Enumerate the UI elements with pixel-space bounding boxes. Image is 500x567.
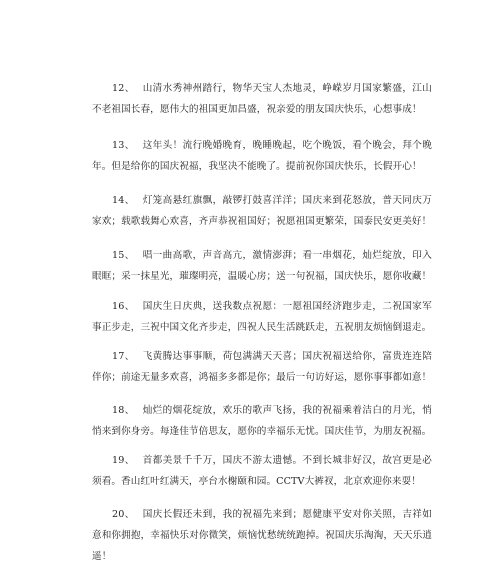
paragraph-13	[92, 135, 432, 177]
paragraph-18	[92, 400, 432, 442]
paragraph-16	[92, 296, 432, 338]
paragraph-number: 15、	[112, 250, 135, 261]
paragraph-number: 16、	[112, 301, 135, 312]
paragraph-text: 国庆生日庆典，送我数点祝愿：一愿祖国经济跑步走，二祝国家军事正步走，三祝中国文化齐步走，四祝人民生活跳跃走，五祝朋友烦恼倒退走。	[92, 301, 432, 333]
paragraph-text: 首都美景千千万，国庆不游太遗憾。不到长城非好汉，故宫更是必须看。香山红叶红满天，亭台水榭颐和园。CCTV大裤衩，北京欢迎你来耍！	[92, 455, 432, 487]
paragraph-text: 飞黄腾达事事顺，荷包满满天天喜；国庆祝福送给你，富贵连连陪伴你；前途无量多欢喜，鸿福多多都是你；最后一句访好运，愿你事事都如意！	[92, 351, 432, 383]
paragraph-text: 唱一曲高歌，声音高亢，激情澎湃；看一串烟花，灿烂绽放，印入眼眶；采一抹星光，璀璨明亮，温暖心房；送一句祝福，国庆快乐，愿你收藏！	[92, 250, 432, 282]
paragraph-text: 山清水秀神州踏行，物华天宝人杰地灵，峥嵘岁月国家繁盛，江山不老祖国长春，愿伟大的祖国更加昌盛，祝亲爱的朋友国庆快乐，心想事成！	[92, 83, 432, 115]
paragraph-number: 20、	[112, 509, 135, 520]
paragraph-text: 灿烂的烟花绽放，欢乐的歌声飞扬，我的祝福乘着洁白的月光，悄悄来到你身旁。每逢佳节倍思友，愿你的幸福乐无忧。国庆佳节，为朋友祝福。	[92, 405, 432, 437]
paragraph-number: 12、	[112, 83, 135, 94]
paragraph-number: 18、	[112, 405, 135, 416]
paragraph-text: 这年头！流行晚婚晚育，晚睡晚起，吃个晚饭，看个晚会，拜个晚年。但是给你的国庆祝福，我坚决不能晚了。提前祝你国庆快乐，长假开心！	[92, 140, 432, 172]
paragraph-number: 19、	[112, 455, 135, 466]
paragraph-text: 国庆长假还未到，我的祝福先来到；愿健康平安对你关照，吉祥如意和你拥抱，幸福快乐对你微笑，烦恼忧愁统统跑掉。祝国庆乐淘淘，天天乐逍遥！	[92, 509, 432, 562]
paragraph-14	[92, 190, 432, 232]
paragraph-20	[92, 504, 432, 567]
paragraph-12	[92, 78, 432, 120]
paragraph-17	[92, 346, 432, 388]
paragraph-number: 14、	[112, 195, 135, 206]
paragraph-19	[92, 450, 432, 492]
paragraph-text: 灯笼高悬红旗飘，敲锣打鼓喜洋洋；国庆来到花怒放，普天同庆万家欢；载歌载舞心欢喜，齐声恭祝祖国好；祝愿祖国更繁荣，国泰民安更美好！	[92, 195, 432, 227]
paragraph-number: 13、	[112, 140, 135, 151]
paragraph-15	[92, 245, 432, 287]
paragraph-number: 17、	[112, 351, 135, 362]
